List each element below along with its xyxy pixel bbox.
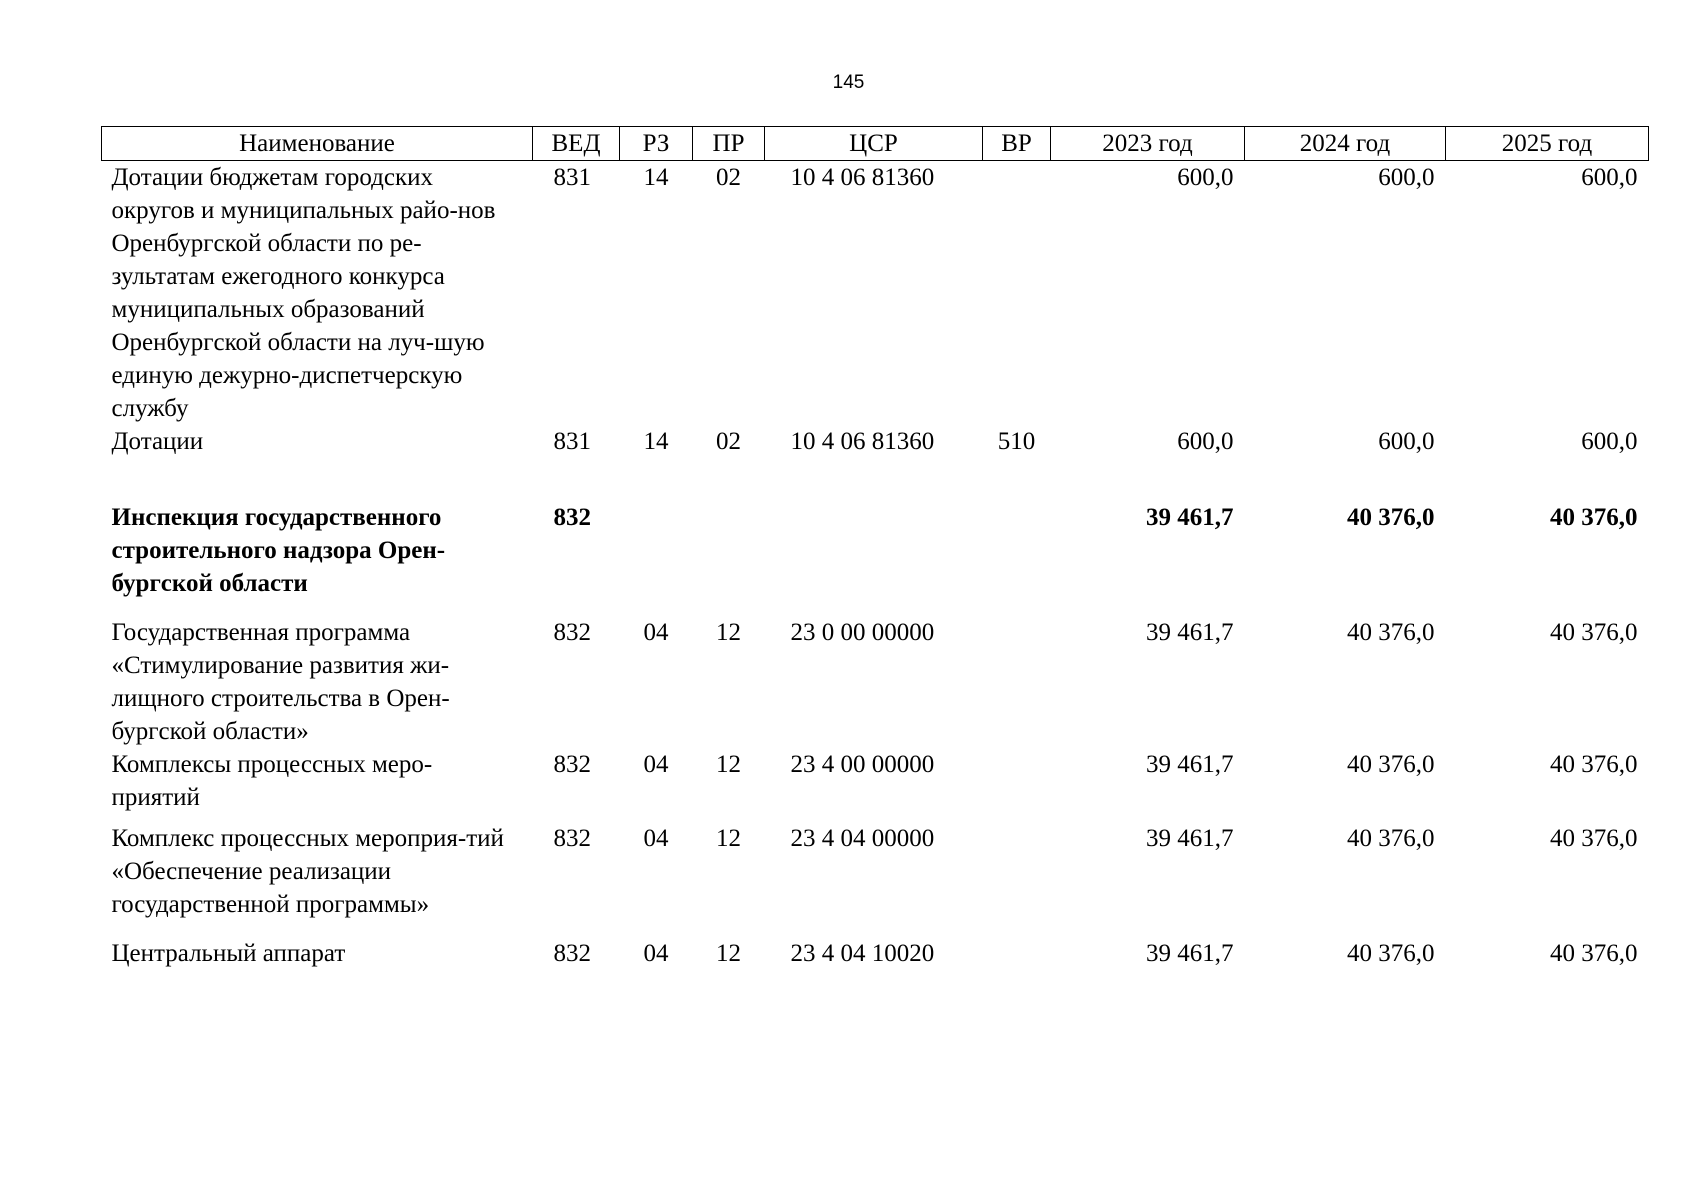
- cell-ved: 832: [553, 940, 591, 967]
- cell-2024: 40 376,0: [1347, 751, 1435, 778]
- cell-rz: 04: [643, 619, 669, 646]
- cell-2024: 600,0: [1378, 164, 1435, 191]
- budget-table: [101, 126, 1649, 970]
- table-row: [102, 161, 1649, 426]
- cell-name: Дотации бюджетам городских округов и муниципальных райо-нов Оренбургской области по ре-зультатам ежегодного конкурса муниципальных образований Оренбургской области на луч-шую единую дежурно-диспетчерскую службу: [111, 164, 496, 422]
- cell-vr: [983, 161, 1051, 426]
- cell-2023: 39 461,7: [1146, 825, 1234, 852]
- cell-vr: [983, 600, 1051, 748]
- cell-ved: 832: [553, 619, 591, 646]
- page-number: 145: [832, 72, 865, 93]
- cell-name: Комплексы процессных меро-приятий: [111, 751, 433, 811]
- cell-csr: 23 4 00 00000: [790, 751, 935, 778]
- cell-2023: 39 461,7: [1146, 751, 1234, 778]
- header-name: Наименование: [102, 127, 533, 161]
- header-vr: ВР: [983, 127, 1051, 161]
- cell-pr: 02: [716, 428, 741, 455]
- cell-vr: [983, 748, 1051, 814]
- cell-rz: [620, 458, 693, 600]
- cell-2023: 600,0: [1177, 428, 1234, 455]
- header-ved: ВЕД: [533, 127, 620, 161]
- cell-ved: 831: [553, 164, 591, 191]
- cell-pr: [693, 458, 765, 600]
- cell-ved: 832: [553, 751, 591, 778]
- cell-vr: [983, 814, 1051, 921]
- cell-2023: 39 461,7: [1146, 940, 1234, 967]
- cell-csr: 23 4 04 10020: [790, 940, 935, 967]
- cell-pr: 12: [716, 940, 741, 967]
- table-row: [102, 425, 1649, 458]
- cell-2025: 40 376,0: [1550, 940, 1638, 967]
- cell-2023: 39 461,7: [1146, 619, 1234, 646]
- cell-csr: [765, 458, 983, 600]
- table-row: [102, 814, 1649, 921]
- cell-2025: 600,0: [1581, 164, 1638, 191]
- cell-2025: 40 376,0: [1550, 825, 1638, 852]
- cell-vr: [983, 921, 1051, 970]
- cell-rz: 04: [643, 751, 669, 778]
- cell-2024: 40 376,0: [1347, 504, 1435, 531]
- table-row: [102, 458, 1649, 600]
- header-pr: ПР: [693, 127, 765, 161]
- header-2023: 2023 год: [1051, 127, 1245, 161]
- cell-2024: 40 376,0: [1347, 825, 1435, 852]
- cell-pr: 02: [716, 164, 741, 191]
- cell-2024: 40 376,0: [1347, 940, 1435, 967]
- cell-ved: 831: [553, 428, 591, 455]
- table-row: [102, 921, 1649, 970]
- header-2025: 2025 год: [1446, 127, 1649, 161]
- table-row: [102, 600, 1649, 748]
- cell-rz: 14: [643, 164, 669, 191]
- cell-ved: 832: [553, 504, 591, 531]
- cell-pr: 12: [716, 825, 741, 852]
- cell-2023: 600,0: [1177, 164, 1234, 191]
- cell-name: Комплекс процессных мероприя-тий «Обеспечение реализации государственной программы»: [111, 825, 504, 918]
- cell-vr: 510: [997, 428, 1036, 455]
- cell-2025: 600,0: [1581, 428, 1638, 455]
- cell-csr: 10 4 06 81360: [790, 164, 935, 191]
- cell-rz: 04: [643, 940, 669, 967]
- cell-2023: 39 461,7: [1146, 504, 1234, 531]
- header-2024: 2024 год: [1245, 127, 1446, 161]
- header-csr: ЦСР: [765, 127, 983, 161]
- cell-rz: 14: [643, 428, 669, 455]
- cell-csr: 23 4 04 00000: [790, 825, 935, 852]
- cell-csr: 10 4 06 81360: [790, 428, 935, 455]
- cell-2025: 40 376,0: [1550, 619, 1638, 646]
- cell-vr: [983, 458, 1051, 600]
- cell-2024: 600,0: [1378, 428, 1435, 455]
- header-rz: РЗ: [620, 127, 693, 161]
- cell-ved: 832: [553, 825, 591, 852]
- cell-name: Инспекция государственного строительного надзора Орен-бургской области: [111, 504, 446, 597]
- table-row: [102, 748, 1649, 814]
- cell-name: Дотации: [111, 428, 204, 455]
- cell-csr: 23 0 00 00000: [790, 619, 935, 646]
- cell-2024: 40 376,0: [1347, 619, 1435, 646]
- cell-2025: 40 376,0: [1550, 751, 1638, 778]
- cell-pr: 12: [716, 751, 741, 778]
- cell-2025: 40 376,0: [1550, 504, 1638, 531]
- cell-name: Центральный аппарат: [111, 940, 346, 967]
- header-row: [102, 127, 1649, 161]
- cell-pr: 12: [716, 619, 741, 646]
- cell-name: Государственная программа «Стимулирование развития жи-лищного строительства в Орен-бургской области»: [111, 619, 450, 745]
- cell-rz: 04: [643, 825, 669, 852]
